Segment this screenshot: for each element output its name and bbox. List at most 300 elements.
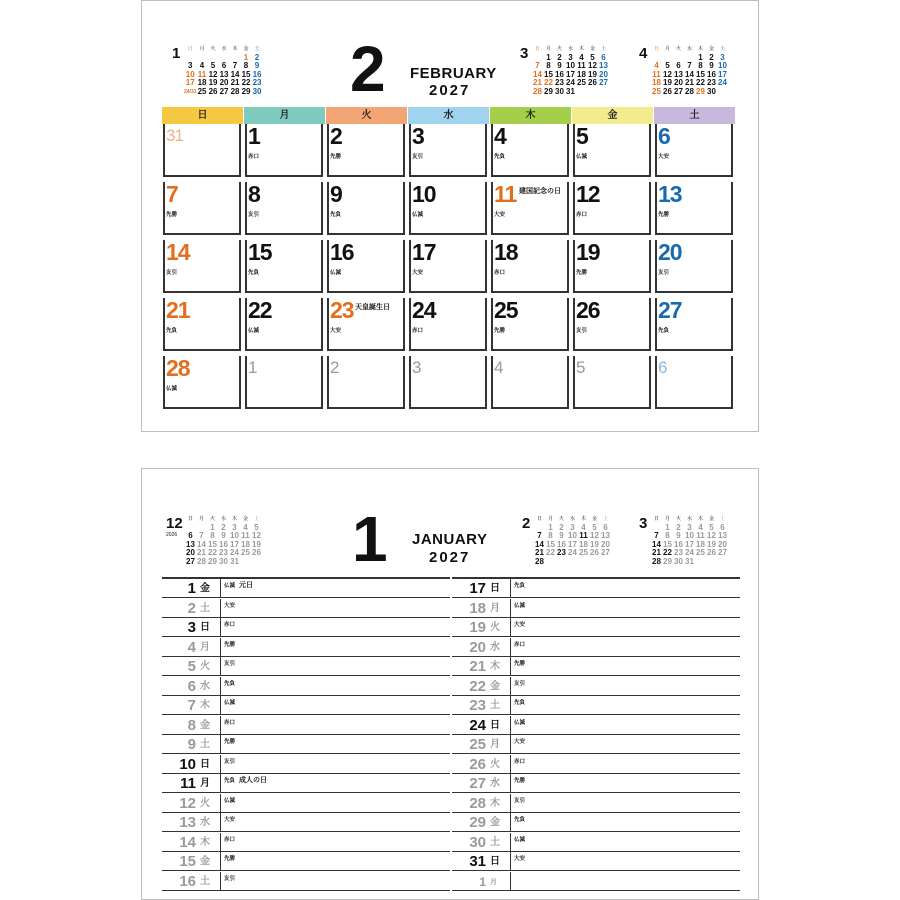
mini-weekday-label: 日 — [534, 46, 540, 52]
mini-weekday-label: 土 — [719, 46, 725, 52]
rokuyo-label: 仏滅 — [166, 386, 178, 392]
mini-day: 11 — [652, 69, 661, 79]
day-cell[interactable] — [490, 356, 572, 414]
mini-weekday-label: 火 — [558, 516, 564, 522]
mini-day — [695, 558, 706, 567]
day-cell[interactable] — [654, 124, 736, 182]
mini-day: 17 — [566, 69, 575, 79]
day-number: 29 — [469, 814, 486, 831]
holiday-label: 天皇誕生日 — [355, 303, 390, 311]
mini-day: 30 — [219, 556, 228, 566]
day-cell[interactable] — [244, 240, 326, 298]
day-cell[interactable] — [162, 124, 244, 182]
mini-day: 10 — [185, 69, 195, 79]
rokuyo-label: 友引 — [412, 154, 424, 160]
february-calendar-sheet — [141, 0, 759, 432]
mini-weekday-label: 金 — [708, 516, 714, 522]
mini-day: 24 — [568, 548, 577, 557]
rokuyo-label: 友引 — [576, 328, 588, 334]
mini-weekday-label: 木 — [231, 516, 237, 522]
day-cell[interactable] — [162, 240, 244, 298]
mini-day: 27 — [601, 548, 610, 557]
day-cell[interactable] — [572, 298, 654, 356]
day-row[interactable] — [162, 579, 450, 598]
day-cell[interactable] — [326, 356, 408, 414]
day-number: 7 — [187, 697, 196, 714]
day-row[interactable] — [162, 852, 450, 871]
mini-day: 26 — [252, 548, 261, 557]
mini-day: 26 — [590, 548, 599, 557]
day-cell-frame — [327, 356, 405, 409]
rokuyo-label: 仏滅 — [248, 328, 260, 334]
mini-day: 18 — [652, 78, 661, 87]
day-number: 14 — [166, 239, 190, 265]
mini-day: 28 — [197, 556, 206, 566]
row-divider — [220, 657, 221, 676]
weekday-label: 金 — [200, 719, 210, 731]
mini-day: 2 — [676, 522, 681, 532]
weekday-label: 土 — [200, 602, 210, 614]
day-row[interactable] — [162, 794, 450, 813]
day-number: 22 — [248, 297, 272, 323]
mini-day: 7 — [687, 61, 692, 70]
mini-day: 21 — [685, 78, 694, 87]
rokuyo-label: 仏滅 — [224, 797, 236, 804]
day-number: 24 — [412, 297, 436, 323]
weekday-label: 土 — [490, 700, 500, 711]
day-number: 6 — [187, 677, 196, 695]
rokuyo-label: 大安 — [514, 739, 526, 745]
day-cell[interactable] — [490, 124, 572, 182]
day-number: 15 — [179, 853, 196, 870]
weekday-label: 月 — [490, 877, 497, 886]
rokuyo-label: 赤口 — [576, 212, 588, 218]
mini-weekday-label: 木 — [697, 46, 703, 52]
mini-weekday-label: 月 — [664, 46, 670, 52]
weekday-label: 火 — [490, 758, 500, 770]
day-number: 28 — [469, 794, 486, 812]
mini-day: 28 — [230, 86, 240, 96]
mini-weekday-label: 金 — [591, 516, 597, 522]
mini-day — [545, 558, 556, 567]
mini-day: 30 — [674, 556, 683, 566]
mini-day: 9 — [221, 531, 226, 540]
day-row[interactable] — [452, 716, 740, 735]
mini-month-number: 4 — [639, 45, 648, 62]
mini-day: 27 — [219, 86, 229, 96]
day-number: 17 — [469, 580, 486, 597]
row-divider — [220, 618, 221, 637]
day-cell[interactable] — [572, 124, 654, 182]
mini-day: 29 — [544, 86, 553, 96]
rokuyo-label: 仏滅 — [514, 602, 526, 609]
day-row[interactable] — [452, 774, 740, 793]
weekday-label: 木 — [490, 797, 500, 809]
mini-day: 24 — [566, 78, 575, 87]
day-row[interactable] — [162, 599, 450, 618]
mini-day: 16 — [707, 69, 716, 79]
rokuyo-label: 仏滅 — [514, 719, 526, 726]
weekday-label: 日 — [490, 719, 500, 731]
mini-day: 19 — [252, 539, 261, 549]
day-number: 6 — [658, 358, 667, 377]
mini-day: 9 — [709, 61, 714, 70]
mini-weekday-label: 日 — [653, 516, 659, 522]
mini-day: 29 — [663, 556, 672, 566]
rokuyo-label: 先勝 — [330, 154, 342, 160]
rokuyo-label: 仏滅 — [224, 700, 236, 706]
mini-day: 19 — [663, 78, 672, 87]
mini-day: 1 — [243, 52, 249, 62]
rokuyo-label: 赤口 — [514, 641, 526, 648]
row-divider — [510, 618, 511, 637]
mini-calendar-april — [639, 45, 734, 100]
mini-day: 30 — [252, 86, 262, 96]
mini-day: 21 — [535, 548, 544, 557]
day-number: 22 — [469, 677, 486, 695]
row-divider — [510, 579, 511, 598]
weekday-label: 水 — [200, 817, 210, 828]
mini-month-number: 2 — [522, 515, 531, 532]
day-cell[interactable] — [490, 298, 572, 356]
mini-day — [240, 558, 251, 567]
mini-calendar-march — [639, 515, 739, 570]
day-cell[interactable] — [572, 240, 654, 298]
mini-day: 15 — [696, 69, 705, 79]
day-row[interactable] — [452, 599, 740, 618]
day-row[interactable] — [452, 833, 740, 852]
day-row[interactable] — [162, 735, 450, 754]
row-divider — [220, 716, 221, 735]
mini-day: 18 — [579, 539, 588, 549]
mini-day: 25 — [577, 78, 586, 87]
mini-day: 27 — [599, 78, 608, 87]
mini-weekday-label: 金 — [243, 46, 249, 52]
day-number: 9 — [187, 736, 196, 753]
weekday-header: 火 — [326, 107, 407, 124]
day-number: 16 — [179, 872, 196, 890]
mini-day: 1 — [210, 522, 215, 532]
day-row[interactable] — [452, 579, 740, 598]
day-cell[interactable] — [244, 124, 326, 182]
day-cell[interactable] — [408, 356, 490, 414]
mini-day — [598, 88, 609, 97]
day-cell[interactable] — [326, 240, 408, 298]
row-divider — [220, 735, 221, 754]
day-cell[interactable] — [654, 182, 736, 240]
day-cell[interactable] — [326, 298, 408, 356]
day-row[interactable] — [162, 716, 450, 735]
mini-month-number: 3 — [520, 45, 529, 62]
day-number: 20 — [469, 638, 486, 656]
mini-day: 23 — [674, 548, 683, 557]
mini-day: 15 — [241, 69, 251, 79]
mini-weekday-label: 火 — [675, 516, 681, 522]
mini-day: 16 — [557, 539, 566, 549]
mini-day: 4 — [698, 522, 703, 532]
month-name: JANUARY — [412, 531, 488, 548]
row-divider — [510, 755, 511, 774]
mini-day: 7 — [199, 531, 204, 540]
mini-weekday-label: 水 — [567, 46, 573, 52]
weekday-header: 水 — [408, 107, 489, 124]
row-divider — [220, 813, 221, 832]
mini-day: 22 — [546, 548, 555, 557]
mini-day: 7 — [232, 61, 238, 70]
day-row[interactable] — [452, 638, 740, 657]
rokuyo-label: 友引 — [514, 680, 526, 687]
mini-day: 6 — [676, 61, 681, 70]
day-number: 18 — [469, 599, 486, 617]
day-number: 31 — [469, 853, 486, 870]
mini-weekday-label: 金 — [242, 516, 248, 522]
rokuyo-label: 先勝 — [576, 270, 588, 276]
day-row[interactable] — [452, 872, 740, 891]
mini-day: 2 — [557, 52, 562, 62]
mini-day: 14 — [652, 539, 661, 549]
day-cell-frame — [573, 356, 651, 409]
rokuyo-label: 先負 — [248, 270, 260, 276]
row-divider — [220, 833, 221, 852]
day-number: 11 — [494, 181, 517, 207]
day-cell[interactable] — [162, 356, 244, 414]
rokuyo-label: 友引 — [224, 758, 236, 765]
mini-day: 11 — [577, 61, 586, 70]
rokuyo-label: 先負 — [224, 680, 236, 687]
weekday-label: 火 — [200, 661, 210, 672]
mini-day: 13 — [219, 69, 229, 79]
day-row[interactable] — [162, 813, 450, 832]
day-cell[interactable] — [244, 298, 326, 356]
mini-day: 28 — [533, 86, 542, 96]
mini-day: 13 — [718, 531, 727, 540]
weekday-header: 土 — [654, 107, 735, 124]
day-number: 13 — [179, 814, 196, 831]
rokuyo-label: 赤口 — [514, 758, 526, 765]
weekday-header: 金 — [572, 107, 653, 124]
mini-weekday-label: 木 — [697, 516, 703, 522]
rokuyo-label: 先勝 — [514, 778, 526, 784]
row-divider — [510, 716, 511, 735]
day-number: 9 — [330, 181, 342, 207]
mini-day: 1 — [665, 522, 670, 532]
day-cell[interactable] — [654, 240, 736, 298]
mini-day: 12 — [588, 61, 597, 70]
day-number: 1 — [248, 358, 257, 377]
holiday-label: 成人の日 — [239, 776, 267, 784]
rokuyo-label: 赤口 — [224, 719, 236, 726]
weekday-label: 火 — [200, 797, 210, 809]
row-divider — [220, 696, 221, 715]
mini-day: 21 — [533, 78, 542, 87]
row-divider — [220, 579, 221, 598]
mini-day: 6 — [720, 522, 725, 532]
day-cell[interactable] — [326, 124, 408, 182]
mini-weekday-label: 月 — [199, 46, 205, 52]
mini-day: 7 — [535, 61, 540, 70]
day-cell[interactable] — [162, 298, 244, 356]
day-number: 28 — [166, 355, 190, 381]
mini-day: 22 — [208, 548, 217, 557]
rokuyo-label: 大安 — [224, 817, 236, 823]
day-row[interactable] — [162, 774, 450, 793]
mini-day: 2 — [559, 522, 564, 532]
mini-day: 17 — [718, 69, 727, 79]
day-number: 21 — [469, 658, 486, 675]
mini-calendar-march — [520, 45, 615, 100]
mini-day: 5 — [590, 52, 595, 62]
mini-day: 6 — [601, 52, 606, 62]
row-divider — [510, 833, 511, 852]
weekday-label: 月 — [490, 739, 500, 750]
mini-day: 10 — [718, 61, 727, 70]
mini-day: 30 — [707, 86, 716, 96]
mini-day: 22 — [663, 548, 672, 557]
day-row[interactable] — [162, 755, 450, 774]
mini-day: 8 — [548, 531, 553, 540]
day-row[interactable] — [162, 618, 450, 637]
day-number: 27 — [658, 297, 682, 323]
day-number: 3 — [187, 619, 196, 636]
row-divider — [510, 794, 511, 813]
row-divider — [510, 677, 511, 696]
mini-day: 24 — [230, 548, 239, 557]
mini-day: 17 — [185, 78, 195, 87]
rokuyo-label: 先勝 — [166, 212, 178, 218]
mini-day: 20 — [186, 548, 195, 557]
day-number: 19 — [576, 239, 600, 265]
mini-day: 3 — [720, 52, 725, 62]
day-number: 6 — [658, 123, 670, 149]
day-number: 2 — [330, 123, 342, 149]
day-row[interactable] — [452, 657, 740, 676]
day-number: 12 — [179, 794, 196, 812]
mini-day: 11 — [579, 531, 588, 540]
row-divider — [510, 657, 511, 676]
mini-day: 27 — [186, 556, 195, 566]
mini-day: 24 — [685, 548, 694, 557]
weekday-label: 木 — [490, 661, 500, 672]
rokuyo-label: 大安 — [658, 154, 670, 160]
mini-day: 26 — [663, 86, 672, 96]
rokuyo-label: 先負 — [224, 778, 236, 784]
row-divider — [220, 872, 221, 891]
rokuyo-label: 友引 — [248, 212, 260, 218]
day-number: 13 — [658, 181, 682, 207]
day-cell[interactable] — [654, 356, 736, 414]
weekday-label: 月 — [200, 778, 210, 789]
rokuyo-label: 友引 — [166, 270, 178, 276]
day-cell[interactable] — [408, 298, 490, 356]
day-cell[interactable] — [408, 182, 490, 240]
mini-day: 5 — [709, 522, 714, 532]
day-cell-frame — [655, 356, 733, 409]
day-row[interactable] — [452, 813, 740, 832]
day-cell[interactable] — [654, 298, 736, 356]
day-row[interactable] — [452, 755, 740, 774]
day-row[interactable] — [162, 657, 450, 676]
row-divider — [510, 638, 511, 657]
day-number: 12 — [576, 181, 600, 207]
row-divider — [510, 735, 511, 754]
day-row[interactable] — [452, 618, 740, 637]
mini-day: 31 — [230, 556, 239, 566]
mini-day: 13 — [186, 539, 195, 549]
day-cell[interactable] — [244, 356, 326, 414]
day-row[interactable] — [162, 696, 450, 715]
mini-day: 3 — [232, 522, 237, 532]
row-divider — [510, 774, 511, 793]
day-cell[interactable] — [244, 182, 326, 240]
day-cell[interactable] — [162, 182, 244, 240]
day-cell[interactable] — [408, 124, 490, 182]
day-number: 25 — [469, 736, 486, 753]
day-cell[interactable] — [572, 182, 654, 240]
day-number: 24 — [469, 716, 486, 734]
weekday-label: 日 — [200, 758, 210, 770]
day-row[interactable] — [162, 833, 450, 852]
day-number: 10 — [412, 181, 436, 207]
rokuyo-label: 赤口 — [412, 328, 424, 334]
day-cell[interactable] — [326, 182, 408, 240]
mini-weekday-label: 水 — [221, 46, 227, 52]
weekday-label: 土 — [200, 875, 210, 887]
mini-day: 12 — [252, 531, 261, 540]
day-row[interactable] — [452, 852, 740, 871]
mini-weekday-label: 土 — [254, 46, 260, 52]
mini-day: 9 — [254, 61, 260, 70]
row-divider — [220, 755, 221, 774]
day-number: 21 — [166, 297, 190, 323]
rokuyo-label: 仏滅 — [330, 270, 342, 276]
mini-day: 16 — [555, 69, 564, 79]
day-cell[interactable] — [490, 240, 572, 298]
mini-month-number: 3 — [639, 515, 648, 532]
day-number: 5 — [576, 358, 585, 377]
mini-day: 20 — [674, 78, 683, 87]
rokuyo-label: 大安 — [412, 270, 424, 276]
day-number: 26 — [576, 297, 600, 323]
rokuyo-label: 赤口 — [248, 154, 260, 160]
day-number: 25 — [494, 297, 518, 323]
day-row[interactable] — [452, 735, 740, 754]
day-row[interactable] — [162, 677, 450, 696]
day-row[interactable] — [162, 638, 450, 657]
day-number: 19 — [469, 619, 486, 636]
mini-day: 6 — [188, 531, 193, 540]
mini-day: 14 — [685, 69, 694, 79]
mini-day: 8 — [546, 61, 551, 70]
mini-day: 3 — [188, 61, 193, 70]
mini-day: 1 — [546, 52, 551, 62]
mini-day: 5 — [210, 61, 216, 70]
mini-day: 19 — [208, 78, 218, 87]
day-row[interactable] — [452, 696, 740, 715]
mini-day: 29 — [696, 86, 705, 96]
day-row[interactable] — [452, 794, 740, 813]
day-row[interactable] — [162, 872, 450, 891]
mini-day: 13 — [674, 69, 683, 79]
day-cell[interactable] — [408, 240, 490, 298]
rokuyo-label: 赤口 — [224, 836, 236, 843]
day-row[interactable] — [452, 677, 740, 696]
mini-day: 17 — [685, 539, 694, 549]
mini-weekday-label: 木 — [232, 46, 238, 52]
mini-day: 5 — [254, 522, 259, 532]
day-cell[interactable] — [572, 356, 654, 414]
mini-day: 20 — [219, 78, 229, 87]
day-cell[interactable] — [490, 182, 572, 240]
